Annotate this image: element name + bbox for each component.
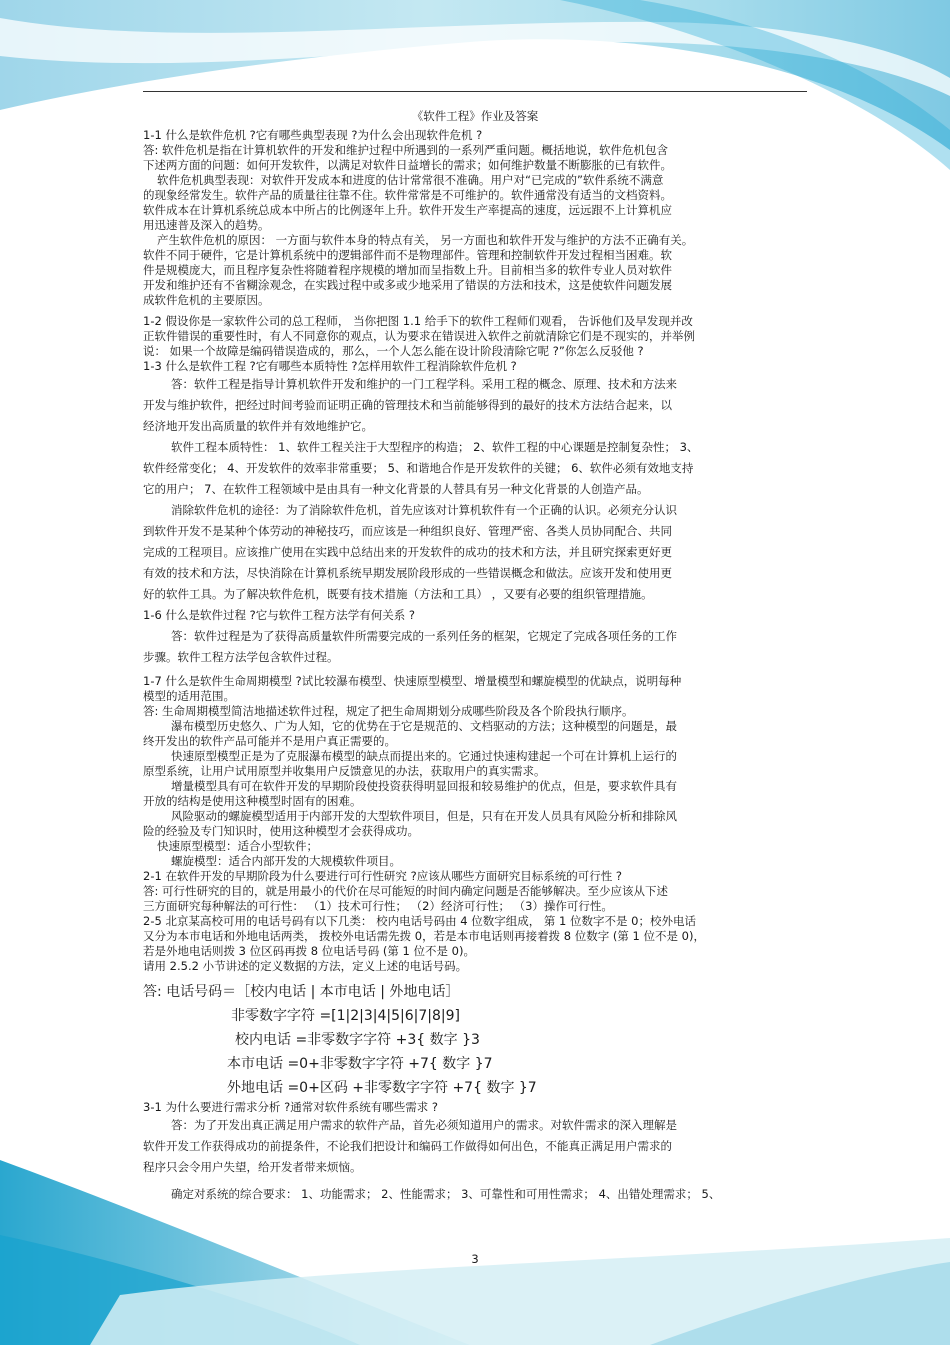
body-line: 程序只会令用户失望，给开发者带来烦恼。 <box>143 1160 362 1174</box>
body-line: 软件经常变化； 4、开发软件的效率非常重要； 5、和谐地合作是开发软件的关键； 6、软件必须有效地支持 <box>143 461 694 475</box>
answer-line: 答: 软件危机是指在计算机软件的开发和维护过程中所遇到的一系列严重问题。概括地说，软件危机包含 <box>143 143 669 157</box>
body-line: 险的经验及专门知识时，使用这种模型才会获得成功。 <box>143 824 419 838</box>
formula-line: 本市电话 =0+非零数字字符 +7{ 数字 }7 <box>227 1056 493 1072</box>
answer-line: 答: 可行性研究的目的，就是用最小的代价在尽可能短的时间内确定问题是否能够解决。至少应该从下述 <box>143 884 669 898</box>
body-line: 增量模型具有可在软件开发的早期阶段使投资获得明显回报和较易维护的优点，但是，要求软件具有 <box>171 779 677 793</box>
body-line: 模型的适用范围。 <box>143 689 235 703</box>
body-line: 用迅速普及深入的趋势。 <box>143 218 270 232</box>
body-line: 开发与维护软件，把经过时间考验而证明正确的管理技术和当前能够得到的最好的技术方法结合起来，以 <box>143 398 672 412</box>
formula-line: 非零数字字符 =[1|2|3|4|5|6|7|8|9] <box>231 1008 461 1024</box>
question-heading: 2-5 北京某高校可用的电话号码有以下几类： 校内电话号码由 4 位数字组成， 第 1 位数字不是 0；校外电话 <box>143 914 696 928</box>
body-line: 步骤。软件工程方法学包含软件过程。 <box>143 650 339 664</box>
answer-line: 答: 电话号码＝［校内电话 | 本市电话 | 外地电话］ <box>143 984 460 1000</box>
body-line: 三方面研究每种解法的可行性： （1）技术可行性； （2）经济可行性； （3）操作可行性。 <box>143 899 613 913</box>
body-line: 若是外地电话则拨 3 位区码再拨 8 位电话号码 (第 1 位不是 0)。 <box>143 944 475 958</box>
body-line: 又分为本市电话和外地电话两类， 拨校外电话需先拨 0，若是本市电话则再接着拨 8 位数字 (第 1 位不是 0)， <box>143 929 705 943</box>
body-line: 到软件开发不是某种个体劳动的神秘技巧，而应该是一种组织良好、管理严密、各类人员协同配合、共同 <box>143 524 672 538</box>
body-line: 完成的工程项目。应该推广使用在实践中总结出来的开发软件的成功的技术和方法，并且研究探索更好更 <box>143 545 672 559</box>
body-line: 请用 2.5.2 小节讲述的定义数据的方法，定义上述的电话号码。 <box>143 959 468 973</box>
formula-line: 外地电话 =0+区码 +非零数字字符 +7{ 数字 }7 <box>227 1080 537 1096</box>
body-line: 确定对系统的综合要求： 1、功能需求； 2、性能需求； 3、可靠性和可用性需求； 4、出错处理需求； 5、 <box>171 1187 721 1201</box>
body-line: 它的用户； 7、在软件工程领域中是由具有一种文化背景的人替具有另一种文化背景的人创造产品。 <box>143 482 649 496</box>
question-heading: 1-7 什么是软件生命周期模型 ?试比较瀑布模型、快速原型模型、增量模型和螺旋模型的优缺点，说明每种 <box>143 674 682 688</box>
question-heading: 1-2 假设你是一家软件公司的总工程师， 当你把图 1.1 给手下的软件工程师们观看， 告诉他们及早发现并改 <box>143 314 693 328</box>
body-line: 瀑布模型历史悠久、广为人知，它的优势在于它是规范的、文档驱动的方法；这种模型的问题是，最 <box>171 719 677 733</box>
body-line: 软件开发工作获得成功的前提条件，不论我们把设计和编码工作做得如何出色，不能真正满足用户需求的 <box>143 1139 672 1153</box>
document-title: 《软件工程》作业及答案 <box>411 109 539 123</box>
body-line: 成软件危机的主要原因。 <box>143 293 270 307</box>
body-line: 件是规模庞大，而且程序复杂性将随着程序规模的增加而呈指数上升。目前相当多的软件专业人员对软件 <box>143 263 672 277</box>
body-line: 开发和维护还有不省糊涂观念，在实践过程中或多或少地采用了错误的方法和技术，这是使软件问题发展 <box>143 278 672 292</box>
formula-line: 校内电话 =非零数字字符 +3{ 数字 }3 <box>235 1032 480 1048</box>
document-body <box>143 128 811 1205</box>
question-heading: 1-3 什么是软件工程 ?它有哪些本质特性 ?怎样用软件工程消除软件危机 ? <box>143 359 517 373</box>
body-line: 经济地开发出高质量的软件并有效地维护它。 <box>143 419 373 433</box>
body-line: 终开发出的软件产品可能并不是用户真正需要的。 <box>143 734 396 748</box>
body-line: 好的软件工具。为了解决软件危机，既要有技术措施（方法和工具） ，又要有必要的组织管理措施。 <box>143 587 653 601</box>
body-line: 软件工程本质特性： 1、软件工程关注于大型程序的构造； 2、软件工程的中心课题是控制复杂性； 3、 <box>171 440 699 454</box>
body-line: 软件不同于硬件，它是计算机系统中的逻辑部件而不是物理部件。管理和控制软件开发过程相当困难。软 <box>143 248 672 262</box>
body-line: 快速原型模型正是为了克服瀑布模型的缺点而提出来的。它通过快速构建起一个可在计算机上运行的 <box>171 749 677 763</box>
body-line: 有效的技术和方法，尽快消除在计算机系统早期发展阶段形成的一些错误概念和做法。应该开发和使用更 <box>143 566 672 580</box>
question-heading: 3-1 为什么要进行需求分析 ?通常对软件系统有哪些需求 ? <box>143 1100 438 1114</box>
body-line: 软件危机典型表现：对软件开发成本和进度的估计常常很不准确。用户对“已完成的”软件系统不满意 <box>157 173 664 187</box>
body-line: 说： 如果一个故障是编码错误造成的，那么，一个人怎么能在设计阶段清除它呢 ?”你怎么反驳他 ? <box>143 344 644 358</box>
question-heading: 1-6 什么是软件过程 ?它与软件工程方法学有何关系 ? <box>143 608 415 622</box>
body-line: 风险驱动的螺旋模型适用于内部开发的大型软件项目，但是，只有在开发人员具有风险分析和排除风 <box>171 809 677 823</box>
answer-line: 答：为了开发出真正满足用户需求的软件产品，首先必须知道用户的需求。对软件需求的深入理解是 <box>171 1118 677 1132</box>
body-line: 消除软件危机的途径：为了消除软件危机，首先应该对计算机软件有一个正确的认识。必须充分认识 <box>171 503 677 517</box>
body-line: 原型系统，让用户试用原型并收集用户反馈意见的办法，获取用户的真实需求。 <box>143 764 546 778</box>
header-rule <box>143 91 807 92</box>
body-line: 软件成本在计算机系统总成本中所占的比例逐年上升。软件开发生产率提高的速度，远远跟不上计算机应 <box>143 203 672 217</box>
body-line: 下述两方面的问题：如何开发软件，以满足对软件日益增长的需求；如何维护数量不断膨胀的已有软件。 <box>143 158 672 172</box>
answer-line: 答：软件工程是指导计算机软件开发和维护的一门工程学科。采用工程的概念、原理、技术和方法来 <box>171 377 677 391</box>
body-line: 开放的结构是使用这种模型时固有的困难。 <box>143 794 362 808</box>
answer-line: 答：软件过程是为了获得高质量软件所需要完成的一系列任务的框架，它规定了完成各项任务的工作 <box>171 629 677 643</box>
body-line: 快速原型模型：适合小型软件； <box>157 839 318 853</box>
question-heading: 2-1 在软件开发的早期阶段为什么要进行可行性研究 ?应该从哪些方面研究目标系统的可行性 ? <box>143 869 622 883</box>
body-line: 产生软件危机的原因： 一方面与软件本身的特点有关， 另一方面也和软件开发与维护的方法不正确有关。 <box>157 233 694 247</box>
body-line: 的现象经常发生。软件产品的质量往往靠不住。软件常常是不可维护的。软件通常没有适当的文档资料。 <box>143 188 672 202</box>
answer-line: 答: 生命周期模型简洁地描述软件过程，规定了把生命周期划分成哪些阶段及各个阶段执行顺序。 <box>143 704 634 718</box>
page-number: 3 <box>471 1252 479 1266</box>
body-line: 正软件错误的重要性时，有人不同意你的观点，认为要求在错误进入软件之前就清除它们是不现实的，并举例 <box>143 329 695 343</box>
question-heading: 1-1 什么是软件危机 ?它有哪些典型表现 ?为什么会出现软件危机 ? <box>143 128 483 142</box>
body-line: 螺旋模型：适合内部开发的大规模软件项目。 <box>171 854 401 868</box>
